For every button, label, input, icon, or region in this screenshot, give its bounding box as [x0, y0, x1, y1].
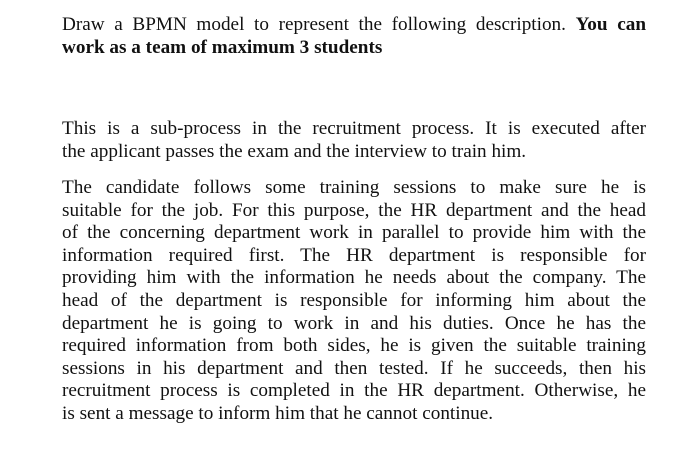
paragraph-2-line: department he is going to work in and his duties. Once he has the	[62, 312, 646, 334]
paragraph-2-line: recruitment process is completed in the HR department. Otherwise, he	[62, 380, 646, 402]
task-text: Draw a BPMN model to represent the following description.	[62, 14, 576, 35]
paragraph-1-line: This is a sub-process in the recruitment process. It is executed after	[62, 118, 646, 139]
task-line-1	[62, 14, 646, 37]
team-note-part-2: work as a team of maximum 3 students	[62, 36, 383, 58]
task-instruction	[62, 14, 646, 59]
paragraph-2-line: sessions in his department and then tested. If he succeeds, then his	[62, 357, 646, 379]
paragraph-2-line: suitable for the job. For this purpose, the HR department and the head	[62, 199, 646, 221]
description-paragraph-1	[62, 118, 646, 163]
paragraph-2-line: is sent a message to inform him that he cannot continue.	[62, 402, 494, 424]
description-paragraph-2	[62, 177, 646, 426]
paragraph-1-line: the applicant passes the exam and the interview to train him.	[62, 140, 527, 162]
paragraph-2-line: required information from both sides, he is given the suitable training	[62, 335, 646, 357]
task-line-2	[62, 37, 646, 60]
paragraph-2-line: information required first. The HR department is responsible for	[62, 244, 646, 266]
document-page	[62, 14, 646, 424]
team-note-part-1: You can	[575, 14, 646, 35]
paragraph-2-line: providing him with the information he needs about the company. The	[62, 267, 646, 289]
paragraph-2-line: of the concerning department work in parallel to provide him with the	[62, 222, 646, 244]
paragraph-2-line: head of the department is responsible for informing him about the	[62, 289, 646, 311]
paragraph-2-line: The candidate follows some training sessions to make sure he is	[62, 177, 646, 198]
